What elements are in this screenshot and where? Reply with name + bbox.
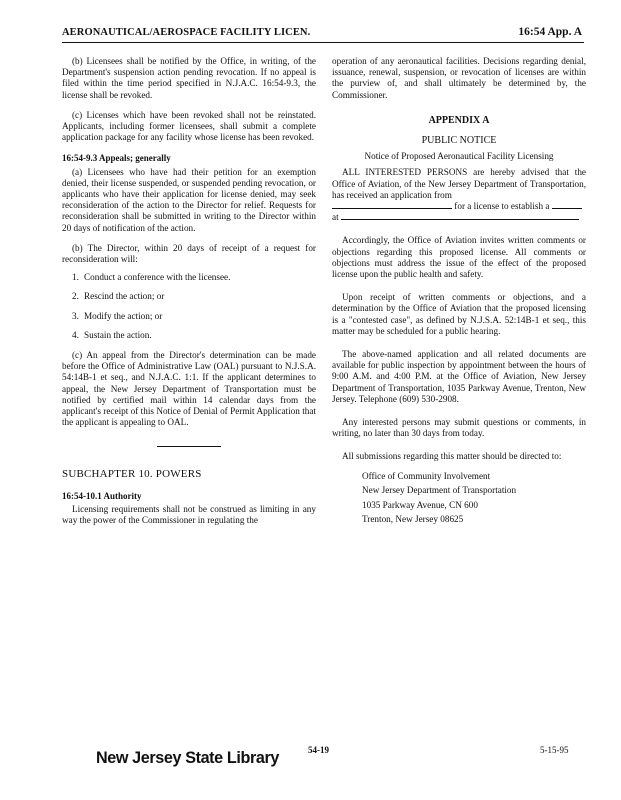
blank-line xyxy=(341,219,579,220)
paragraph-b-notification: (b) Licensees shall be notified by the Office, in writing, of the Department's suspension action pending revocation. If no appeal is filed within the time period specified in N.J.A.C. 16:54-9.3, the license shall be revoked. xyxy=(62,56,316,100)
right-column xyxy=(332,56,586,527)
section-heading-10-1: 16:54-10.1 Authority xyxy=(62,490,142,501)
paragraph-authority: Licensing requirements shall not be construed as limiting in any way the power of the Commissioner in regulating the xyxy=(62,503,316,526)
paragraph-b-director: (b) The Director, within 20 days of receipt of a request for reconsideration will: xyxy=(62,242,316,265)
public-notice-title: PUBLIC NOTICE xyxy=(421,135,497,147)
running-header xyxy=(62,26,584,43)
notice-subtitle: Notice of Proposed Aeronautical Facility Licensing xyxy=(364,151,554,162)
library-stamp: New Jersey State Library xyxy=(96,748,279,767)
mailing-address xyxy=(362,469,586,527)
revision-date: 5-15-95 xyxy=(540,745,569,755)
address-line: Office of Community Involvement xyxy=(362,470,491,481)
action-list xyxy=(62,272,316,341)
notice-paragraph-3: Upon receipt of written comments or objections, and a determination by the Office of Aviation that the proposed licensing is a "contested case", as defined by N.J.S.A. 52:14B-1 et seq., this matter may be scheduled for a public hearing. xyxy=(332,292,586,336)
list-item: 4. Sustain the action. xyxy=(72,329,152,340)
paragraph-continuation: operation of any aeronautical facilities. Decisions regarding denial, issuance, renewal, suspension, or revocation of licenses are within the purview of, and shall ultimately be determined by, the Commissioner. xyxy=(332,56,586,100)
left-column xyxy=(62,56,316,526)
header-title: AERONAUTICAL/AEROSPACE FACILITY LICEN. xyxy=(62,27,311,38)
list-item: 2. Rescind the action; or xyxy=(72,291,165,302)
notice-paragraph-5: Any interested persons may submit questions or comments, in writing, no later than 30 days from today. xyxy=(332,417,586,439)
paragraph-a-appeal: (a) Licensees who have had their petition for an exemption denied, their license suspended, or suspended pending revocation, or applicants who have their application for license denied, may seek reconsideration of the action to the Director for relief. Requests for reconsideration shall be submitted in writing to the Director within 20 days of notification of the action. xyxy=(62,166,316,233)
list-item: 1. Conduct a conference with the licensee. xyxy=(72,272,231,283)
subchapter-heading: SUBCHAPTER 10. POWERS xyxy=(62,468,202,481)
notice-location-line: at xyxy=(332,212,586,223)
page-number: 54-19 xyxy=(308,745,329,755)
notice-paragraph-1: ALL INTERESTED PERSONS are hereby advised that the Office of Aviation, of the New Jersey Department of Transportation, has received an application from for a license to establish a xyxy=(332,167,586,212)
section-divider xyxy=(157,446,221,447)
blank-line xyxy=(332,208,452,209)
section-heading-9-3: 16:54-9.3 Appeals; generally xyxy=(62,153,171,164)
address-line: Trenton, New Jersey 08625 xyxy=(362,514,464,525)
paragraph-c-oal-appeal: (c) An appeal from the Director's determination can be made before the Office of Administrative Law (OAL) pursuant to N.J.S.A. 54:14B-1 et seq., and N.J.A.C. 1:1. If the applicant determines to appeal, the New Jersey Department of Transportation must be notified by certified mail within 14 calendar days from the applicant's receipt of this Notice of Denial of Permit Application that the applicant is appealing to OAL. xyxy=(62,350,316,428)
blank-line xyxy=(552,208,582,209)
address-line: 1035 Parkway Avenue, CN 600 xyxy=(362,499,478,510)
notice-paragraph-2: Accordingly, the Office of Aviation invites written comments or objections regarding this proposed license. All comments or objections must address the issue of the effect of the proposed license upon the public health and safety. xyxy=(332,235,586,280)
notice-paragraph-4: The above-named application and all related documents are available for public inspection by appointment between the hours of 9:00 A.M. and 4:00 P.M. at the Office of Aviation, New Jersey Department of Transportation, 1035 Parkway Avenue, Trenton, New Jersey. Telephone (609) 530-2908. xyxy=(332,349,586,404)
paragraph-c-revoked: (c) Licenses which have been revoked shall not be reinstated. Applicants, including former licensees, shall submit a complete application package for any facility whose license has been revoked. xyxy=(62,109,316,143)
header-section-number: 16:54 App. A xyxy=(518,26,582,38)
appendix-title: APPENDIX A xyxy=(428,114,490,126)
list-item: 3. Modify the action; or xyxy=(72,310,163,321)
notice-paragraph-6: All submissions regarding this matter should be directed to: xyxy=(342,451,562,462)
address-line: New Jersey Department of Transportation xyxy=(362,485,517,496)
